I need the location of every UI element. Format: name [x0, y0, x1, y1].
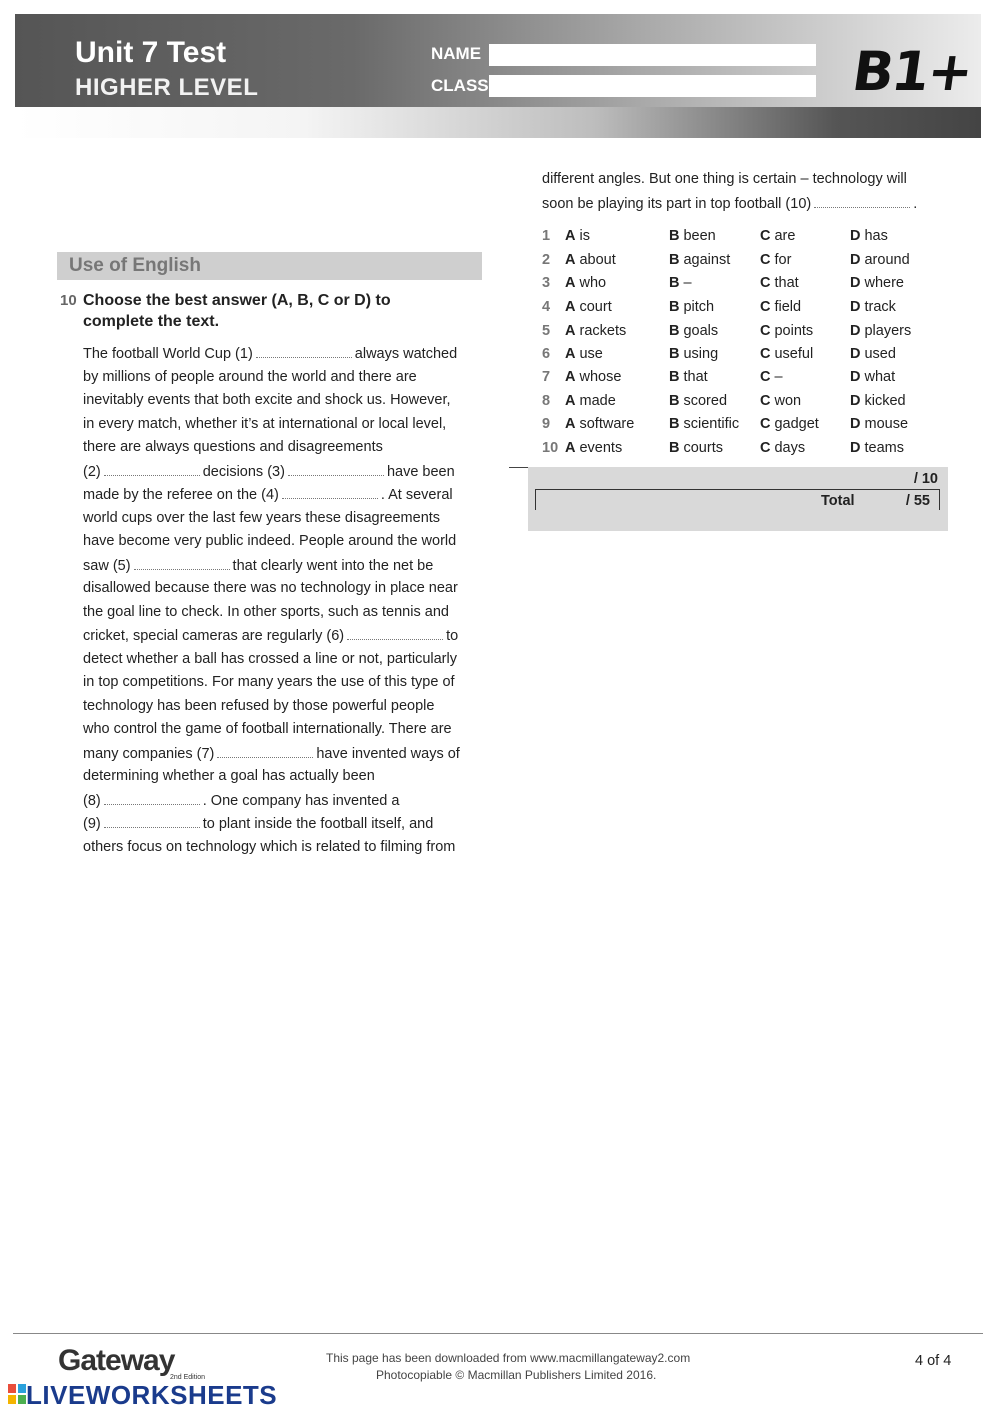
option-number: 7 [542, 369, 551, 385]
class-label: CLASS [431, 76, 489, 95]
passage-line: determining whether a goal has actually been [83, 768, 375, 784]
question-number: 10 [60, 292, 77, 309]
option-number: 5 [542, 323, 551, 339]
option-a[interactable]: A is [565, 228, 590, 244]
passage-line [83, 815, 433, 832]
option-b[interactable]: B goals [669, 323, 719, 339]
option-d[interactable]: D track [850, 299, 896, 315]
gap-8[interactable] [104, 792, 200, 805]
option-c[interactable]: C – [760, 369, 783, 385]
option-b[interactable]: B using [669, 346, 719, 362]
question-instruction: Choose the best answer (A, B, C or D) to complete the text. [83, 292, 391, 330]
passage-line [83, 627, 458, 644]
passage-line: inevitably events that both excite and shock us. However, [83, 392, 451, 408]
option-d[interactable]: D teams [850, 440, 904, 456]
passage-text: soon be playing its part in top football (10) [542, 196, 812, 212]
passage-line [83, 463, 455, 480]
option-c[interactable]: C won [760, 393, 802, 409]
option-a[interactable]: A whose [565, 369, 622, 385]
passage-text: (9) [83, 816, 101, 832]
score-frame [535, 489, 940, 510]
edition-label: 2nd Edition [170, 1374, 206, 1381]
passage-text: always watched [354, 346, 458, 362]
passage-line [83, 345, 457, 362]
passage-text: have invented ways of [316, 746, 460, 762]
passage-text: have been [386, 464, 455, 480]
passage-text: many companies (7) [83, 746, 215, 762]
option-b[interactable]: B pitch [669, 299, 715, 315]
option-row [542, 275, 942, 295]
gap-10[interactable] [814, 195, 910, 208]
option-b[interactable]: B – [669, 275, 692, 291]
option-c[interactable]: C for [760, 252, 792, 268]
option-d[interactable]: D used [850, 346, 896, 362]
passage-line [83, 745, 460, 762]
liveworksheets-logo: LIVEWORKSHEETS [26, 1380, 278, 1410]
option-a[interactable]: A court [565, 299, 612, 315]
gap-4[interactable] [282, 486, 378, 499]
gap-6[interactable] [347, 627, 443, 640]
option-row [542, 228, 942, 248]
name-label: NAME [431, 44, 482, 63]
option-d[interactable]: D kicked [850, 393, 906, 409]
footer-divider [13, 1333, 983, 1334]
option-number: 4 [542, 299, 551, 315]
class-input[interactable] [489, 75, 816, 97]
option-a[interactable]: A rackets [565, 323, 627, 339]
passage-text: . At several [380, 487, 453, 503]
option-a[interactable]: A use [565, 346, 603, 362]
option-row [542, 369, 942, 389]
download-note: This page has been downloaded from www.macmillangateway2.com [326, 1351, 691, 1365]
passage-text: made by the referee on the (4) [83, 487, 279, 503]
option-b[interactable]: B against [669, 252, 731, 268]
passage-line: others focus on technology which is related to filming from [83, 839, 456, 855]
option-number: 10 [542, 440, 559, 456]
gap-1[interactable] [256, 345, 352, 358]
option-c[interactable]: C field [760, 299, 802, 315]
passage-line: detect whether a ball has crossed a line or not, particularly [83, 651, 457, 667]
passage-line: world cups over the last few years these disagreements [83, 510, 441, 526]
option-row [542, 323, 942, 343]
liveworksheets-logo-icon [8, 1384, 26, 1404]
option-number: 9 [542, 416, 551, 432]
passage-text: saw (5) [83, 558, 131, 574]
option-row [542, 346, 942, 366]
option-number: 2 [542, 252, 551, 268]
option-a[interactable]: A about [565, 252, 616, 268]
passage-text: cricket, special cameras are regularly (6) [83, 628, 345, 644]
passage-line: have become very public indeed. People around the world [83, 533, 457, 549]
option-d[interactable]: D what [850, 369, 896, 385]
header-strip [15, 107, 981, 138]
option-row [542, 416, 942, 436]
passage-line: by millions of people around the world and there are [83, 369, 417, 385]
option-b[interactable]: B courts [669, 440, 723, 456]
passage-line: there are always questions and disagreements [83, 439, 383, 455]
passage-text: to plant inside the football itself, and [202, 816, 434, 832]
passage-text: to [446, 628, 459, 644]
option-b[interactable]: B been [669, 228, 716, 244]
option-c[interactable]: C points [760, 323, 814, 339]
passage-text: (2) [83, 464, 101, 480]
passage-line: in every match, whether it’s at international or local level, [83, 416, 447, 432]
option-d[interactable]: D where [850, 275, 904, 291]
option-number: 6 [542, 346, 551, 362]
gap-3[interactable] [288, 463, 384, 476]
option-b[interactable]: B that [669, 369, 708, 385]
section-score: / 10 [913, 471, 938, 487]
option-d[interactable]: D has [850, 228, 888, 244]
passage-text: . [913, 196, 918, 212]
passage-text: that clearly went into the net be [232, 558, 434, 574]
passage-line [83, 557, 433, 574]
option-row [542, 299, 942, 319]
option-a[interactable]: A made [565, 393, 616, 409]
option-d[interactable]: D mouse [850, 416, 909, 432]
score-box [528, 467, 948, 531]
copyright-note: Photocopiable © Macmillan Publishers Limited 2016. [376, 1368, 657, 1382]
level-badge: B1+ [848, 40, 976, 103]
passage-text: The football World Cup (1) [83, 346, 253, 362]
level-title: HIGHER LEVEL [75, 74, 259, 101]
option-number: 3 [542, 275, 551, 291]
option-c[interactable]: C days [760, 440, 806, 456]
total-score: / 55 [905, 493, 930, 509]
total-label: Total [821, 493, 855, 509]
passage-line: the goal line to check. In other sports, such as tennis and [83, 604, 449, 620]
passage-line: different angles. But one thing is certain – technology will [542, 171, 907, 187]
section-bar [57, 252, 482, 280]
passage-text: . One company has invented a [202, 793, 400, 809]
option-a[interactable]: A events [565, 440, 623, 456]
test-header [15, 14, 981, 138]
option-row [542, 393, 942, 413]
passage-line: who control the game of football internationally. There are [83, 721, 452, 737]
option-b[interactable]: B scientific [669, 416, 740, 432]
option-a[interactable]: A who [565, 275, 607, 291]
option-c[interactable]: C that [760, 275, 799, 291]
option-a[interactable]: A software [565, 416, 635, 432]
gap-9[interactable] [104, 815, 200, 828]
section-title: Use of English [69, 255, 201, 276]
passage-line [542, 195, 917, 212]
passage-text: decisions (3) [202, 464, 285, 480]
option-row [542, 440, 942, 460]
option-number: 8 [542, 393, 551, 409]
passage-line: technology has been refused by those powerful people [83, 698, 435, 714]
unit-title: Unit 7 Test [75, 36, 227, 69]
option-c[interactable]: C gadget [760, 416, 819, 432]
page-number: 4 of 4 [915, 1353, 952, 1369]
option-c[interactable]: C are [760, 228, 796, 244]
passage-line [83, 792, 399, 809]
option-number: 1 [542, 228, 551, 244]
gap-2[interactable] [104, 463, 200, 476]
option-d[interactable]: D around [850, 252, 910, 268]
gap-5[interactable] [134, 557, 230, 570]
passage-text: (8) [83, 793, 101, 809]
gap-7[interactable] [217, 745, 313, 758]
passage-line: in top competitions. For many years the use of this type of [83, 674, 455, 690]
option-c[interactable]: C useful [760, 346, 814, 362]
name-input[interactable] [489, 44, 816, 66]
option-row [542, 252, 942, 272]
option-b[interactable]: B scored [669, 393, 728, 409]
passage-line [83, 486, 453, 503]
option-d[interactable]: D players [850, 323, 912, 339]
passage-line: disallowed because there was no technology in place near [83, 580, 458, 596]
gateway-logo: Gateway [58, 1344, 175, 1377]
